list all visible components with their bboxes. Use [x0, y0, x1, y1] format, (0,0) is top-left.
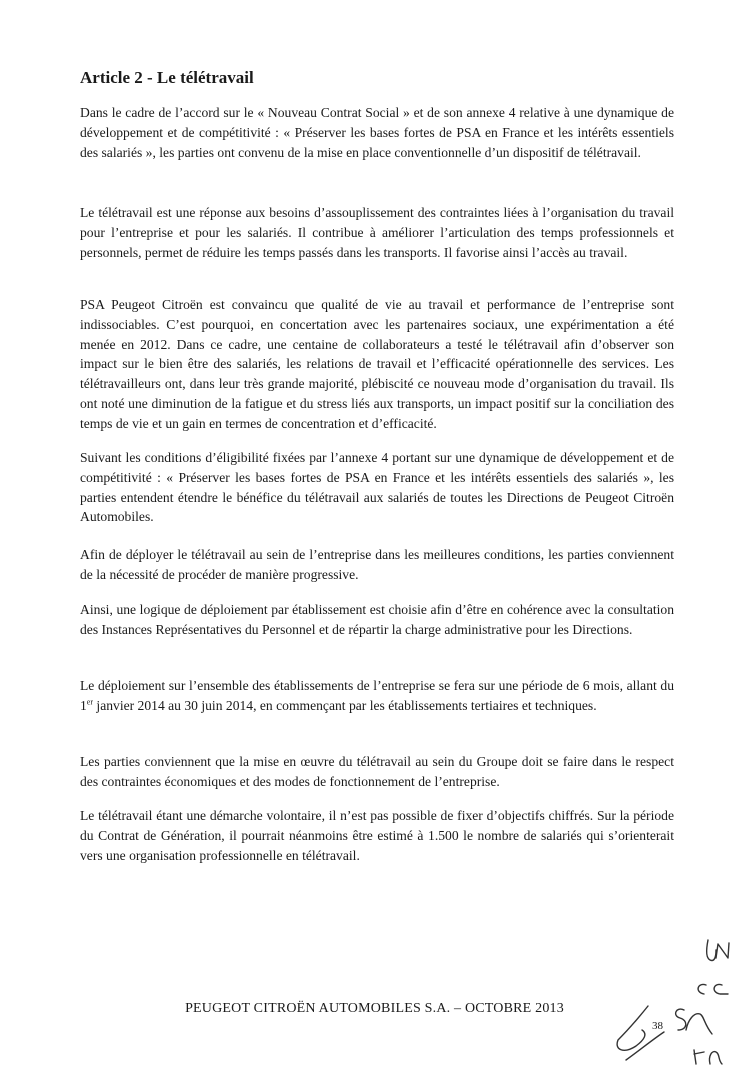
paragraph-constraints: Les parties conviennent que la mise en œuvre du télétravail au sein du Groupe doit se faire dans le respect des contraintes économiques et des modes de fonctionnement de l’entreprise. — [80, 754, 674, 789]
paragraph-deployment-schedule — [80, 676, 674, 716]
schedule-text-end: janvier 2014 au 30 juin 2014, en commençant par les établissements tertiaires et techniques. — [93, 697, 597, 713]
paragraph-experimentation: PSA Peugeot Citroën est convaincu que qualité de vie au travail et performance de l’entreprise sont indissociables. C’est pourquoi, en concertation avec les partenaires sociaux, une expérimentation a été menée en 2012. Dans ce cadre, une centaine de collaborateurs a testé le télétravail afin d’observer son impact sur le bien être des salariés, les relations de travail et l’efficacité opérationnelle des services. Les télétravailleurs ont, dans leur très grande majorité, plébiscité ce nouveau mode d’organisation du travail. Ils ont noté une diminution de la fatigue et du stress liés aux transports, un impact positif sur la conciliation des temps de vie et un gain en termes de concentration et d’efficacité. — [80, 297, 674, 431]
paragraph-definition: Le télétravail est une réponse aux besoins d’assouplissement des contraintes liées à l’organisation du travail pour l’entreprise et pour les salariés. Il contribue à améliorer l’articulation des temps professionnels et personnels, permet de réduire les temps passés dans les transports. Il favorise ainsi l’accès au travail. — [80, 205, 674, 260]
schedule-ordinal: er — [86, 697, 94, 707]
paragraph-deployment-approach: Afin de déployer le télétravail au sein de l’entreprise dans les meilleures conditions, les parties conviennent de la nécessité de procéder de manière progressive. — [80, 547, 674, 582]
paragraph-volunteer: Le télétravail étant une démarche volontaire, il n’est pas possible de fixer d’objectifs chiffrés. Sur la période du Contrat de Génération, il pourrait néanmoins être estimé à 1.500 le nombre de salariés qui s’orienterait vers une organisation professionnelle en télétravail. — [80, 808, 674, 863]
page-number: 38 — [652, 1020, 663, 1032]
initials-fm — [694, 1050, 722, 1064]
initials-jn — [707, 940, 729, 961]
document-footer: PEUGEOT CITROËN AUTOMOBILES S.A. – OCTOBRE 2013 — [185, 1001, 564, 1016]
paragraph-intro: Dans le cadre de l’accord sur le « Nouveau Contrat Social » et de son annexe 4 relative à une dynamique de développement et de compétitivité : « Préserver les bases fortes de PSA en France et les intérêts essentiels des salariés », les parties ont convenu de la mise en place conventionnelle d’un dispositif de télétravail. — [80, 105, 674, 160]
initials-cc — [698, 984, 728, 994]
paragraph-deployment-logic: Ainsi, une logique de déploiement par établissement est choisie afin d’être en cohérence avec la consultation des Instances Représentatives du Personnel et de répartir la charge administrative pour les Directions. — [80, 602, 674, 637]
schedule-text-start: Le déploiement sur l’ensemble des établissements de l’entreprise se fera sur une période de 6 mois, allant du 1 — [80, 678, 674, 713]
paragraph-eligibility: Suivant les conditions d’éligibilité fixées par l’annexe 4 portant sur une dynamique de développement et de compétitivité : « Préserver les bases fortes de PSA en France et les intérêts essentiels des salariés », les parties entendent étendre le bénéfice du télétravail aux salariés de toutes les Directions de Peugeot Citroën Automobiles. — [80, 450, 674, 525]
article-title: Article 2 - Le télétravail — [80, 68, 254, 87]
